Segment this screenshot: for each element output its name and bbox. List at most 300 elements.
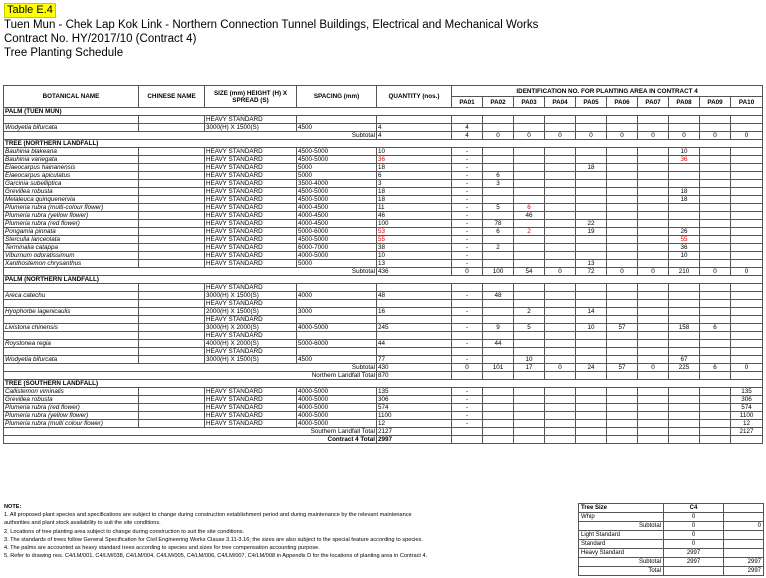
area-cell <box>700 196 731 204</box>
area-cell <box>669 404 700 412</box>
area-cell: 5 <box>514 324 545 332</box>
subtotal-quantity: 2127 <box>377 428 452 436</box>
area-cell <box>483 420 514 428</box>
subtotal-area-cell: 0 <box>607 132 638 140</box>
area-cell <box>669 204 700 212</box>
area-cell: - <box>452 220 483 228</box>
table-row <box>4 188 763 196</box>
size-cell: HEAVY STANDARD <box>205 332 297 340</box>
area-cell <box>731 172 763 180</box>
area-cell: 36 <box>669 156 700 164</box>
size-cell: HEAVY STANDARD <box>205 260 297 268</box>
summary-label: Light Standard <box>579 531 664 540</box>
area-cell <box>483 124 514 132</box>
area-cell <box>638 124 669 132</box>
area-cell <box>545 420 576 428</box>
botanical-name: Plumeria rubra (red flower) <box>4 404 139 412</box>
subtotal-area-cell: 225 <box>669 364 700 372</box>
quantity-cell: 10 <box>377 252 452 260</box>
area-cell <box>576 148 607 156</box>
area-cell <box>514 156 545 164</box>
area-cell <box>731 180 763 188</box>
subtotal-area-cell: 210 <box>669 268 700 276</box>
section-row <box>4 108 763 116</box>
header-area-pa01: PA01 <box>452 97 483 108</box>
area-cell <box>607 260 638 268</box>
chinese-name <box>139 188 205 196</box>
spacing-cell: 4000-4500 <box>297 204 377 212</box>
area-cell: - <box>452 252 483 260</box>
area-cell <box>607 116 638 124</box>
size-cell: HEAVY STANDARD <box>205 396 297 404</box>
area-cell <box>731 340 763 348</box>
area-cell <box>700 300 731 308</box>
area-cell <box>607 156 638 164</box>
area-cell <box>731 236 763 244</box>
subtotal-label: Subtotal <box>4 268 377 276</box>
spacing-cell: 4000-4500 <box>297 220 377 228</box>
table-row <box>4 164 763 172</box>
area-cell: - <box>452 212 483 220</box>
summary-label: Subtotal <box>579 558 664 567</box>
area-cell <box>576 348 607 356</box>
area-cell <box>638 348 669 356</box>
subtotal-area-cell <box>483 428 514 436</box>
header-area-pa07: PA07 <box>638 97 669 108</box>
section-title: TREE (SOUTHERN LANDFALL) <box>4 380 763 388</box>
subtotal-area-cell: 0 <box>700 132 731 140</box>
area-cell <box>545 220 576 228</box>
summary-row <box>579 531 764 540</box>
quantity-cell: 4 <box>377 124 452 132</box>
summary-row <box>579 522 764 531</box>
chinese-name <box>139 300 205 308</box>
area-cell <box>483 308 514 316</box>
table-row <box>4 348 763 356</box>
area-cell <box>700 236 731 244</box>
chinese-name <box>139 164 205 172</box>
area-cell <box>514 244 545 252</box>
area-cell <box>483 188 514 196</box>
area-cell <box>638 148 669 156</box>
table-row <box>4 148 763 156</box>
area-cell: 158 <box>669 324 700 332</box>
area-cell <box>483 260 514 268</box>
area-cell <box>576 412 607 420</box>
area-cell <box>576 196 607 204</box>
area-cell <box>669 316 700 324</box>
botanical-name: Plumeria rubra (red flower) <box>4 220 139 228</box>
area-cell <box>545 172 576 180</box>
area-cell <box>514 348 545 356</box>
area-cell <box>607 396 638 404</box>
area-cell: - <box>452 244 483 252</box>
subtotal-area-cell <box>638 372 669 380</box>
area-cell <box>638 356 669 364</box>
summary-row <box>579 513 764 522</box>
size-cell: HEAVY STANDARD <box>205 420 297 428</box>
area-cell <box>700 404 731 412</box>
subtotal-area-cell: 0 <box>514 132 545 140</box>
quantity-cell: 38 <box>377 244 452 252</box>
header-area-pa09: PA09 <box>700 97 731 108</box>
subtotal-area-cell <box>638 436 669 444</box>
section-title: PALM (TUEN MUN) <box>4 108 763 116</box>
subtotal-area-cell <box>576 372 607 380</box>
area-cell <box>576 420 607 428</box>
area-cell <box>576 332 607 340</box>
area-cell: 18 <box>576 164 607 172</box>
area-cell <box>669 116 700 124</box>
subtotal-row <box>4 436 763 444</box>
area-cell: 10 <box>576 324 607 332</box>
header-spacing: SPACING (mm) <box>297 86 377 108</box>
subtotal-area-cell <box>638 428 669 436</box>
area-cell <box>669 388 700 396</box>
subtotal-row <box>4 428 763 436</box>
area-cell: - <box>452 204 483 212</box>
area-cell: - <box>452 308 483 316</box>
area-cell <box>483 284 514 292</box>
table-row <box>4 316 763 324</box>
subtotal-area-cell <box>483 436 514 444</box>
area-cell <box>452 316 483 324</box>
area-cell <box>483 396 514 404</box>
summary-total: 2997 <box>724 558 764 567</box>
spacing-cell: 4000-5000 <box>297 324 377 332</box>
title-block <box>4 18 538 60</box>
subtotal-area-cell <box>607 372 638 380</box>
botanical-name <box>4 348 139 356</box>
summary-row <box>579 558 764 567</box>
area-cell <box>576 292 607 300</box>
area-cell <box>514 292 545 300</box>
chinese-name <box>139 236 205 244</box>
area-cell <box>483 412 514 420</box>
chinese-name <box>139 252 205 260</box>
area-cell <box>638 164 669 172</box>
subtotal-area-cell <box>700 436 731 444</box>
area-cell <box>545 332 576 340</box>
subtotal-area-cell: 17 <box>514 364 545 372</box>
area-cell <box>483 252 514 260</box>
subtotal-area-cell <box>576 428 607 436</box>
area-cell <box>483 388 514 396</box>
area-cell <box>638 252 669 260</box>
area-cell <box>483 316 514 324</box>
area-cell <box>700 284 731 292</box>
botanical-name: Elaeocarpus hainanensis <box>4 164 139 172</box>
quantity-cell: 574 <box>377 404 452 412</box>
area-cell <box>607 212 638 220</box>
botanical-name: Plumeria rubra (multi-colour flower) <box>4 204 139 212</box>
area-cell <box>700 116 731 124</box>
area-cell <box>452 332 483 340</box>
section-title: PALM (NORTHERN LANDFALL) <box>4 276 763 284</box>
spacing-cell: 4000-4500 <box>297 212 377 220</box>
size-cell: HEAVY STANDARD <box>205 212 297 220</box>
spacing-cell: 4000-5000 <box>297 412 377 420</box>
subtotal-area-cell: 0 <box>638 132 669 140</box>
size-cell: HEAVY STANDARD <box>205 164 297 172</box>
size-cell: HEAVY STANDARD <box>205 316 297 324</box>
subtotal-quantity: 436 <box>377 268 452 276</box>
area-cell <box>545 156 576 164</box>
area-cell <box>607 148 638 156</box>
table-row <box>4 332 763 340</box>
quantity-cell <box>377 284 452 292</box>
area-cell <box>731 124 763 132</box>
area-cell: - <box>452 228 483 236</box>
area-cell <box>514 260 545 268</box>
summary-value: 2997 <box>664 549 724 558</box>
area-cell <box>545 148 576 156</box>
summary-total <box>724 504 764 513</box>
quantity-cell: 12 <box>377 420 452 428</box>
area-cell <box>700 244 731 252</box>
area-cell <box>514 404 545 412</box>
area-cell <box>576 404 607 412</box>
subtotal-area-cell: 0 <box>452 364 483 372</box>
area-cell <box>669 212 700 220</box>
area-cell <box>576 300 607 308</box>
area-cell <box>607 124 638 132</box>
area-cell <box>545 404 576 412</box>
table-row <box>4 404 763 412</box>
table-row <box>4 172 763 180</box>
area-cell <box>700 332 731 340</box>
quantity-cell <box>377 300 452 308</box>
botanical-name: Pongamia pinnata <box>4 228 139 236</box>
header-chinese-name: CHINESE NAME <box>139 86 205 108</box>
area-cell <box>669 340 700 348</box>
area-cell <box>731 188 763 196</box>
size-cell: 3000(H) X 2000(S) <box>205 324 297 332</box>
area-cell <box>576 340 607 348</box>
spacing-cell: 4500-5000 <box>297 188 377 196</box>
quantity-cell: 46 <box>377 212 452 220</box>
area-cell <box>607 356 638 364</box>
subtotal-label: Subtotal <box>4 364 377 372</box>
planting-schedule-table <box>3 85 763 444</box>
header-botanical-name: BOTANICAL NAME <box>4 86 139 108</box>
subtotal-row <box>4 364 763 372</box>
spacing-cell: 4500 <box>297 356 377 364</box>
area-cell <box>483 212 514 220</box>
area-cell <box>607 236 638 244</box>
header-area-pa03: PA03 <box>514 97 545 108</box>
size-cell: HEAVY STANDARD <box>205 388 297 396</box>
project-title: Tuen Mun - Chek Lap Kok Link - Northern Connection Tunnel Buildings, Electrical and Mechanical Works <box>4 19 539 31</box>
summary-value: 0 <box>664 540 724 549</box>
size-cell: HEAVY STANDARD <box>205 116 297 124</box>
subtotal-area-cell: 101 <box>483 364 514 372</box>
subtotal-quantity: 870 <box>377 372 452 380</box>
area-cell <box>545 348 576 356</box>
summary-total <box>724 549 764 558</box>
chinese-name <box>139 148 205 156</box>
spacing-cell <box>297 284 377 292</box>
subtotal-area-cell: 57 <box>607 364 638 372</box>
area-cell <box>700 180 731 188</box>
area-cell <box>483 300 514 308</box>
area-cell <box>483 196 514 204</box>
quantity-cell <box>377 332 452 340</box>
spacing-cell: 4000-5000 <box>297 404 377 412</box>
area-cell <box>731 324 763 332</box>
area-cell <box>545 180 576 188</box>
spacing-cell: 4500 <box>297 124 377 132</box>
area-cell: - <box>452 260 483 268</box>
subtotal-area-cell <box>607 436 638 444</box>
area-cell <box>576 212 607 220</box>
area-cell <box>669 172 700 180</box>
chinese-name <box>139 420 205 428</box>
area-cell: 6 <box>700 324 731 332</box>
subtotal-area-cell: 2127 <box>731 428 763 436</box>
area-cell <box>669 220 700 228</box>
quantity-cell: 3 <box>377 180 452 188</box>
area-cell: 1100 <box>731 412 763 420</box>
size-cell: 3000(H) X 1500(S) <box>205 356 297 364</box>
area-cell: - <box>452 404 483 412</box>
size-cell: HEAVY STANDARD <box>205 188 297 196</box>
note-line: 2. Locations of tree planting area subject to change during construction to suit the site conditions. <box>4 528 245 535</box>
area-cell <box>669 348 700 356</box>
subtotal-row <box>4 132 763 140</box>
area-cell <box>731 244 763 252</box>
subtotal-label: Southern Landfall Total <box>4 428 377 436</box>
area-cell <box>545 252 576 260</box>
table-row <box>4 340 763 348</box>
area-cell <box>483 116 514 124</box>
area-cell <box>731 332 763 340</box>
botanical-name: Wodyetia bifurcata <box>4 356 139 364</box>
subtotal-quantity: 2997 <box>377 436 452 444</box>
area-cell <box>607 196 638 204</box>
area-cell: - <box>452 164 483 172</box>
spacing-cell: 3000 <box>297 308 377 316</box>
area-cell <box>514 388 545 396</box>
subtotal-quantity: 4 <box>377 132 452 140</box>
table-row <box>4 244 763 252</box>
spacing-cell: 4500-5000 <box>297 236 377 244</box>
area-cell <box>545 356 576 364</box>
area-cell <box>483 332 514 340</box>
area-cell: - <box>452 180 483 188</box>
subtotal-area-cell: 0 <box>669 132 700 140</box>
area-cell <box>638 228 669 236</box>
note-line: 3. The standards of trees follow General Specification for Civil Engineering Works Clause 3.11-3.16; the sizes are also subject to the special feature according to species. <box>4 536 423 543</box>
quantity-cell: 18 <box>377 196 452 204</box>
area-cell <box>483 356 514 364</box>
area-cell: 5 <box>483 204 514 212</box>
area-cell: 2 <box>514 228 545 236</box>
table-row <box>4 156 763 164</box>
subtotal-area-cell: 0 <box>731 364 763 372</box>
area-cell <box>700 212 731 220</box>
botanical-name: Livistona chinensis <box>4 324 139 332</box>
area-cell <box>607 348 638 356</box>
area-cell <box>731 228 763 236</box>
chinese-name <box>139 228 205 236</box>
table-row <box>4 220 763 228</box>
area-cell <box>700 348 731 356</box>
area-cell: 46 <box>514 212 545 220</box>
spacing-cell: 4500-5000 <box>297 148 377 156</box>
botanical-name: Plumeria rubra (yellow flower) <box>4 212 139 220</box>
area-cell <box>700 260 731 268</box>
area-cell <box>483 164 514 172</box>
table-row <box>4 236 763 244</box>
area-cell <box>545 116 576 124</box>
area-cell <box>731 204 763 212</box>
area-cell <box>638 388 669 396</box>
area-cell <box>576 156 607 164</box>
area-cell <box>669 164 700 172</box>
area-cell: 19 <box>576 228 607 236</box>
quantity-cell: 245 <box>377 324 452 332</box>
area-cell: 26 <box>669 228 700 236</box>
table-row <box>4 308 763 316</box>
botanical-name: Hyophorbe lagenicaulis <box>4 308 139 316</box>
area-cell <box>638 340 669 348</box>
area-cell <box>576 396 607 404</box>
subtotal-area-cell: 0 <box>483 132 514 140</box>
header-area-pa02: PA02 <box>483 97 514 108</box>
area-cell <box>700 412 731 420</box>
section-row <box>4 276 763 284</box>
summary-label: Standard <box>579 540 664 549</box>
botanical-name <box>4 316 139 324</box>
subtotal-area-cell <box>514 436 545 444</box>
botanical-name: Wodyetia bifurcata <box>4 124 139 132</box>
subtotal-quantity: 430 <box>377 364 452 372</box>
area-cell: 574 <box>731 404 763 412</box>
subtotal-area-cell: 0 <box>700 268 731 276</box>
area-cell: 6 <box>483 228 514 236</box>
chinese-name <box>139 220 205 228</box>
quantity-cell: 306 <box>377 396 452 404</box>
quantity-cell: 18 <box>377 188 452 196</box>
quantity-cell <box>377 116 452 124</box>
subtotal-area-cell: 0 <box>638 268 669 276</box>
area-cell: - <box>452 396 483 404</box>
area-cell <box>669 124 700 132</box>
area-cell <box>514 164 545 172</box>
size-cell: HEAVY STANDARD <box>205 236 297 244</box>
chinese-name <box>139 156 205 164</box>
subtotal-row <box>4 268 763 276</box>
size-cell: HEAVY STANDARD <box>205 220 297 228</box>
header-area-pa08: PA08 <box>669 97 700 108</box>
area-cell <box>514 220 545 228</box>
area-cell <box>607 404 638 412</box>
area-cell <box>638 180 669 188</box>
size-cell: HEAVY STANDARD <box>205 204 297 212</box>
area-cell <box>607 340 638 348</box>
botanical-name: Grevillea robusta <box>4 188 139 196</box>
botanical-name: Bauhinia blakeana <box>4 148 139 156</box>
chinese-name <box>139 244 205 252</box>
quantity-cell: 48 <box>377 292 452 300</box>
note-line: authorities and plant stock availability to suit the site conditions. <box>4 520 161 527</box>
size-cell: 2000(H) X 1500(S) <box>205 308 297 316</box>
area-cell <box>638 220 669 228</box>
area-cell <box>514 236 545 244</box>
area-cell <box>731 356 763 364</box>
area-cell <box>731 196 763 204</box>
